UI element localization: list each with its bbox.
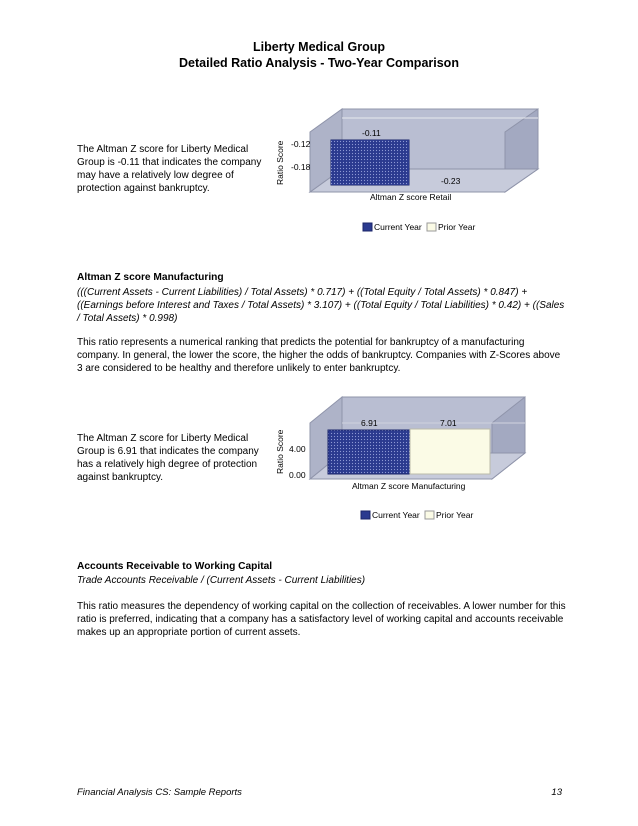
page-subtitle: Detailed Ratio Analysis - Two-Year Comparison <box>179 56 459 70</box>
bar-label-prior: 7.01 <box>440 418 457 428</box>
bar-label-prior: -0.23 <box>441 176 461 186</box>
chart-legend <box>363 222 475 232</box>
legend-label-prior: Prior Year <box>438 222 476 232</box>
bar-label-current: -0.11 <box>362 128 381 138</box>
legend-swatch-current <box>361 511 370 519</box>
manufacturing-summary: The Altman Z score for Liberty Medical Group is 6.91 that indicates the company has a relatively high degree of protection against bankruptcy. <box>77 433 259 483</box>
retail-chart <box>270 104 550 234</box>
manufacturing-heading: Altman Z score Manufacturing <box>77 272 224 283</box>
y-tick-label: 0.00 <box>289 470 306 480</box>
footer-page-number: 13 <box>551 787 562 798</box>
retail-summary: The Altman Z score for Liberty Medical Group is -0.11 that indicates the company may have a relatively low degree of protection against bankruptcy. <box>77 144 262 194</box>
y-axis-title: Ratio Score <box>275 140 285 185</box>
bar-label-current: 6.91 <box>361 418 378 428</box>
legend-swatch-prior <box>425 511 434 519</box>
legend-label-current: Current Year <box>372 510 420 520</box>
ar-working-capital-heading: Accounts Receivable to Working Capital <box>77 561 273 572</box>
y-tick-label: -0.18 <box>291 162 311 172</box>
chart-legend <box>361 510 473 520</box>
y-tick-label: 4.00 <box>289 444 306 454</box>
legend-swatch-current <box>363 223 372 231</box>
y-tick-label: -0.12 <box>291 139 311 149</box>
footer-report-name: Financial Analysis CS: Sample Reports <box>77 787 242 798</box>
legend-swatch-prior <box>427 223 436 231</box>
y-axis-title: Ratio Score <box>275 429 285 474</box>
ar-working-capital-description: This ratio measures the dependency of working capital on the collection of receivables. A lower number for this ratio is preferred, indicating that a company has a satisfactory level of working capital and accounts receivable makes up an appropriate portion of current assets. <box>77 601 566 638</box>
manufacturing-formula: (((Current Assets - Current Liabilities) / Total Assets) * 0.717) + ((Total Equity / Total Assets) * 0.847) + ((Earnings before Interest and Taxes / Total Assets) * 3.107) + ((Total Equity / Total Liabilities) * 0.42) + ((Sales / Total Assets) * 0.998) <box>77 287 565 324</box>
bar-prior-year <box>410 429 490 474</box>
x-axis-title: Altman Z score Retail <box>370 192 452 202</box>
manufacturing-description: This ratio represents a numerical ranking that predicts the potential for bankruptcy of a manufacturing company. In general, the lower the score, the higher the odds of bankruptcy. Companies with Z-Scores above 3 are considered to be healthy and therefore unlikely to enter bankruptcy. <box>77 337 561 374</box>
x-axis-title: Altman Z score Manufacturing <box>352 481 466 491</box>
ar-working-capital-formula: Trade Accounts Receivable / (Current Assets - Current Liabilities) <box>77 575 366 586</box>
legend-label-prior: Prior Year <box>436 510 474 520</box>
manufacturing-chart <box>270 393 550 525</box>
legend-label-current: Current Year <box>374 222 422 232</box>
page-title: Liberty Medical Group <box>253 40 385 54</box>
bar-current-year <box>328 430 410 474</box>
